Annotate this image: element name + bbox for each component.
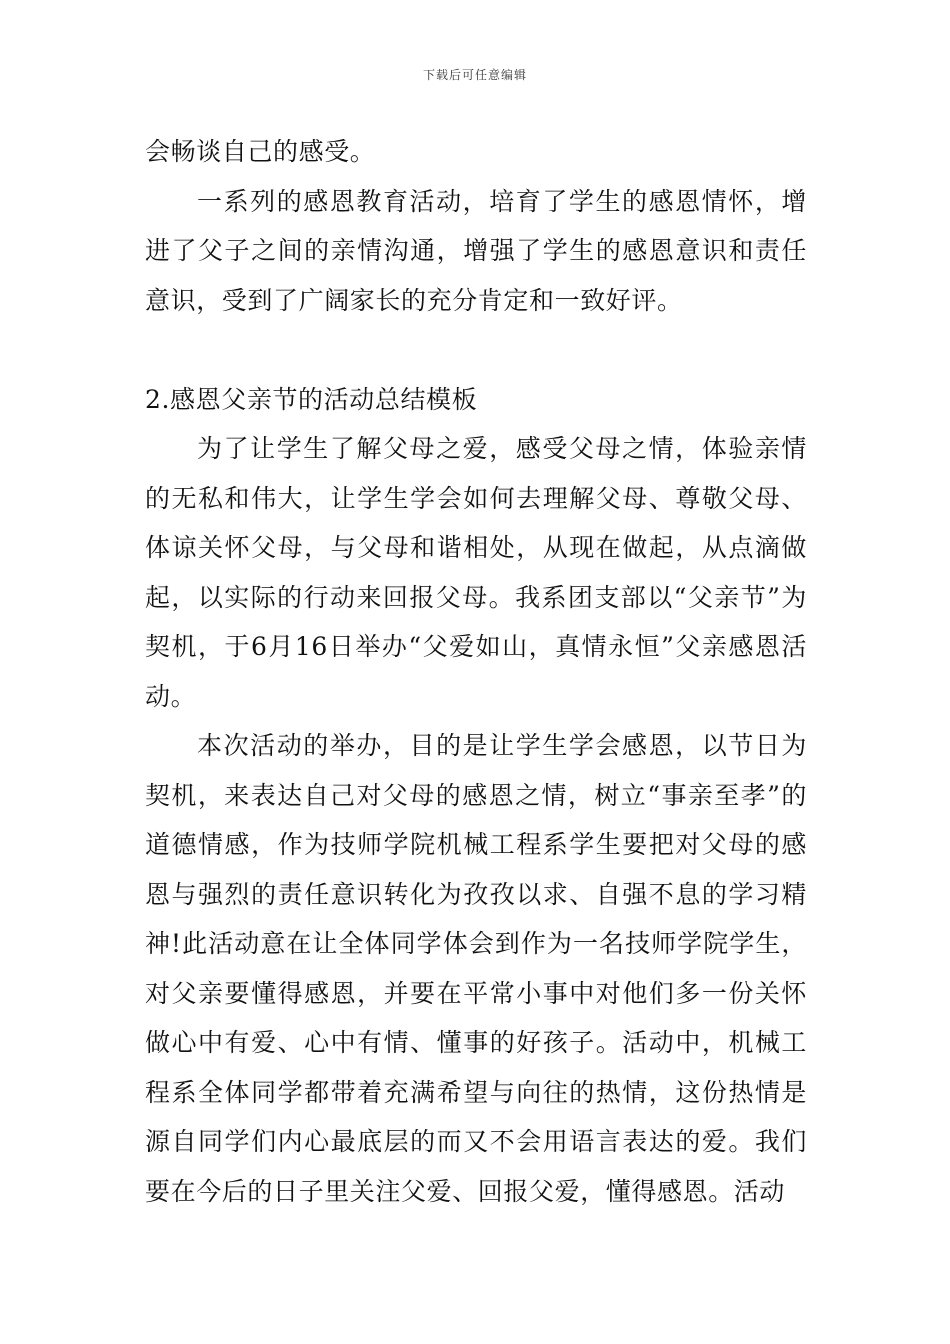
paragraph-continuation: 会畅谈自己的感受。 bbox=[145, 137, 376, 166]
section-title: 2.感恩父亲节的活动总结模板 bbox=[145, 384, 478, 414]
header-note: 下载后可任意编辑 bbox=[422, 68, 527, 82]
blank-line bbox=[145, 325, 807, 375]
paragraph-summary: 一系列的感恩教育活动，培育了学生的感恩情怀，增进了父子之间的亲情沟通，增强了学生的感恩意识和责任意识，受到了广阔家长的充分肯定和一致好评。 bbox=[145, 186, 807, 315]
document-body bbox=[145, 127, 807, 1216]
paragraph-activity: 本次活动的举办，目的是让学生学会感恩，以节日为契机，来表达自己对父母的感恩之情，树立“事亲至孝”的道德情感，作为技师学院机械工程系学生要把对父母的感恩与强烈的责任意识转化为孜孜以求、自强不息的学习精神!此活动意在让全体同学体会到作为一名技师学院学生，对父亲要懂得感恩，并要在平常小事中对他们多一份关怀做心中有爱、心中有情、懂事的好孩子。活动中，机械工程系全体同学都带着充满希望与向往的热情，这份热情是源自同学们内心最底层的而又不会用语言表达的爱。我们要在今后的日子里关注父爱、回报父爱，懂得感恩。活动 bbox=[145, 731, 807, 1206]
paragraph-purpose: 为了让学生了解父母之爱，感受父母之情，体验亲情的无私和伟大，让学生学会如何去理解父母、尊敬父母、体谅关怀父母，与父母和谐相处，从现在做起，从点滴做起，以实际的行动来回报父母。我系团支部以“父亲节”为契机，于6月16日举办“父爱如山，真情永恒”父亲感恩活动。 bbox=[145, 434, 807, 711]
